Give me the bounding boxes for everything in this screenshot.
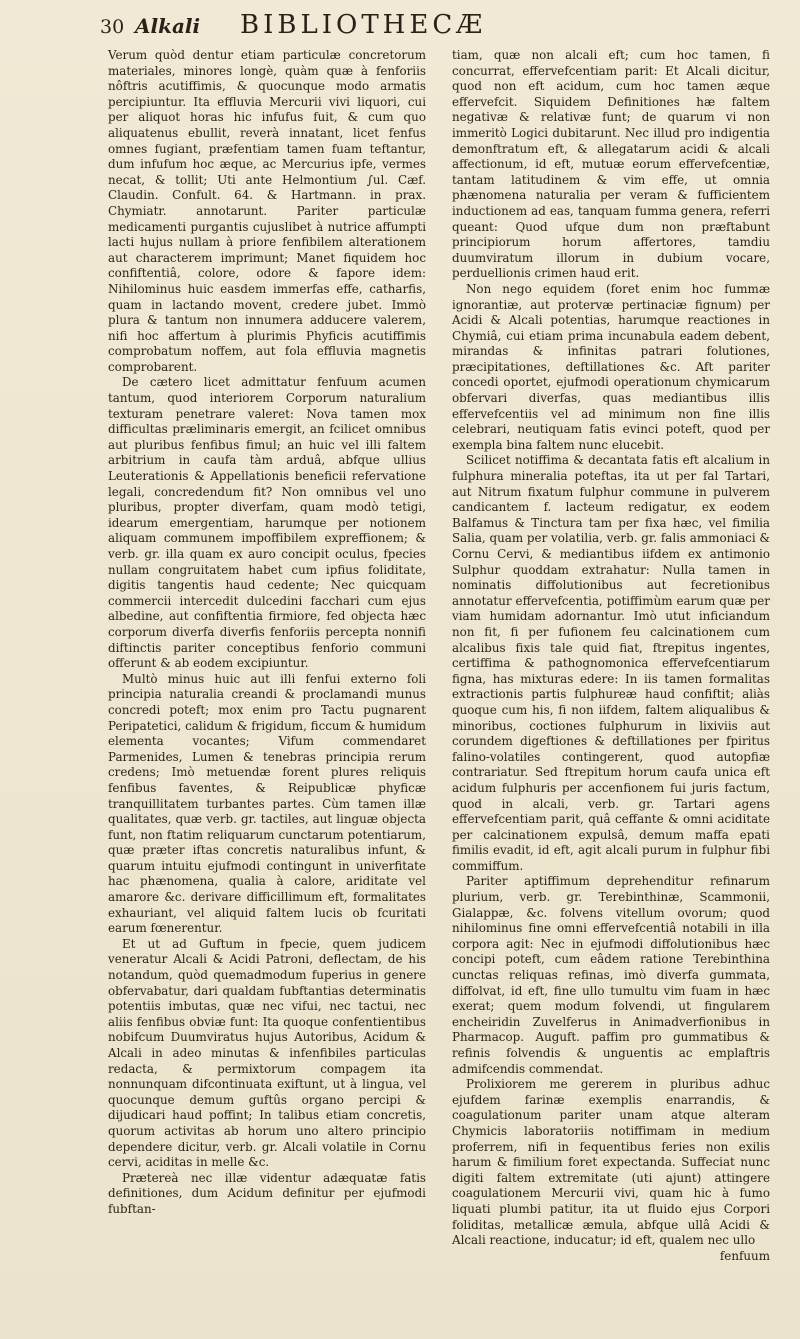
left-column: [108, 48, 426, 1218]
running-head-word: Alkali: [135, 14, 201, 38]
page-header: [100, 6, 768, 46]
paragraph: De cætero licet admittatur fenfuum acumen tantum, quod interiorem Corporum naturalium texturam penetrare valeret: Nova tamen mox difficultas præliminaris emergit, an fcilicet omnibus aut pluribus fenfibus fimul; an huic vel illi faltem arbitrium in caufa tàm arduâ, abfque ullius Leuterationis & Appellationis beneficii refervatione legali, concredendum fit? Non omnibus vel uno pluribus, propter diverfam, quam modò tetigi, idearum emergentiam, harumque per notionem aliquam communem impoffibilem expreffionem; & verb. gr. illa quam ex auro concipit oculus, fpecies nullam congruitatem habet cum ipfius foliditate, digitis tangentis haud cedente; Nec quicquam commercii intercedit dulcedini facchari cum ejus albedine, aut confiftentia firmiore, fed objecta hæc corporum diverfa diverfis fenforiis percepta nonnifi diftinctis pariter conceptibus fenforio communi offerunt & ab eodem excipiuntur.: [108, 375, 426, 671]
paragraph: Prolixiorem me gererem in pluribus adhuc ejufdem farinæ exemplis enarrandis, & coagulationum pariter unam atque alteram Chymicis laboratoriis notiffimam in medium proferrem, nifi in fequentibus feries non exilis harum & fimilium foret expectanda. Suffeciat nunc digiti faltem extremitate (uti ajunt) attingere coagulationem Mercurii vivi, quam hic à fumo liquati plumbi patitur, ita ut fluido ejus Corpori foliditas, metallicæ æmula, abfque ullâ Acidi & Alcali reactione, inducatur; id eft, qualem nec ullo: [452, 1077, 770, 1248]
right-column: [452, 48, 770, 1264]
paragraph: Non nego equidem (foret enim hoc fummæ ignorantiæ, aut protervæ pertinaciæ fignum) per Acidi & Alcali potentias, harumque reactiones in Chymiâ, cui etiam prima incunabula eadem debent, mirandas & infinitas patrari folutiones, præcipitationes, deftillationes &c. Aft pariter concedi oportet, ejufmodi operationum chymicarum obfervari diverfas, quas mediantibus illis effervefcentiis vel ad minimum non fine illis celebrari, neutiquam fatis evinci poteft, quod per exempla bina faltem nunc elucebit.: [452, 281, 770, 452]
paragraph: Et ut ad Guftum in fpecie, quem judicem veneratur Alcali & Acidi Patroni, deflectam, de his notandum, quòd quemadmodum fuperius in genere obfervabatur, dari qualdam fubftantias determinatis potentiis imbutas, quæ nec vifui, nec tactui, nec aliis fenfibus obviæ funt: Ita quoque confentientibus nobifcum Duumviratus hujus Autoribus, Acidum & Alcali in adeo minutas & infenfibiles particulas redacta, & permixtorum compagem ita nonnunquam difcontinuata exiftunt, ut à lingua, vel quocunque demum guftûs organo percipi & dijudicari haud poffint; In talibus etiam concretis, quorum activitas ab horum uno altero principio dependere dicitur, verb. gr. Alcali volatile in Cornu cervi, aciditas in melle &c.: [108, 936, 426, 1170]
paragraph: Multò minus huic aut illi fenfui externo foli principia naturalia creandi & proclamandi munus concredi poteft; mox enim pro Tactu pugnarent Peripatetici, calidum & frigidum, ficcum & humidum elementa vocantes; Vifum commendaret Parmenides, Lumen & tenebras principia rerum credens; Imò metuendæ forent plures reliquis fenfibus faventes, & Reipublicæ phyficæ tranquillitatem turbantes partes. Cùm tamen illæ qualitates, quæ verb. gr. tactiles, aut linguæ objecta funt, non ftatim reliquarum cunctarum potentiarum, quæ præter iftas concretis naturalibus infunt, & quarum intuitu ejufmodi contingunt in univerfitate hac phænomena, qualia à calore, ariditate vel amarore &c. derivare difficillimum eft, formalitates exhauriant, vel aliquid faltem lucis ob fcuritati earum fœnerentur.: [108, 671, 426, 936]
page-title: BIBLIOTHECÆ: [240, 10, 487, 40]
page-number: 30: [100, 16, 125, 38]
paragraph: Prætereà nec illæ videntur adæquatæ fatis definitiones, dum Acidum definitur per ejufmodi fubftan-: [108, 1170, 426, 1216]
paragraph: Scilicet notiffima & decantata fatis eft alcalium in fulphura mineralia poteftas, ita ut per fal Tartari, aut Nitrum fixatum fulphur commune in pulverem candicantem f. lacteum redigatur, ex eodem Balfamus & Tinctura tam per fixa hæc, vel fimilia Salia, quam per volatilia, verb. gr. falis ammoniaci & Cornu Cervi, & mediantibus iifdem ex antimonio Sulphur quoddam extrahatur: Nulla tamen in nominatis diffolutionibus aut fecretionibus annotatur effervefcentia, potiffimùm earum quæ per viam humidam adornantur. Imò utut inficiandum non fit, fi per fufionem feu calcinationem cum alcalibus fixis tale quid fiat, ftrepitus ingentes, certiffima & pathognomonica effervefcentiarum figna, has mixturas edere: In iis tamen formalitas extractionis partis fulphureæ haud confiftit; aliàs quoque cum his, fi non iifdem, faltem aliqualibus & minoribus, coctiones fulphurum in lixiviis aut corundem digeftiones & deftillationes per fpiritus falino-volatiles contingerent, quod autopfiæ contrariatur. Sed ftrepitum horum caufa unica eft acidum fulphuris per accenfionem fui juris factum, quod in alcali, verb. gr. Tartari agens effervefcentiam parit, quâ ceffante & omni aciditate per calcinationem expulsâ, demum maffa epati fimilis evadit, id eft, agit alcali purum in fulphur fibi commiffum.: [452, 453, 770, 873]
catchword: fenfuum: [719, 1248, 770, 1263]
paragraph: Pariter aptiffimum deprehenditur refinarum plurium, verb. gr. Terebinthinæ, Scammonii, Gialappæ, &c. folvens vitellum ovorum; quod nihilominus fine omni effervefcentiâ notabili in illa corpora agit: Nec in ejufmodi diffolutionibus hæc concipi poteft, cum eâdem ratione Terebinthina cunctas reliquas refinas, imò diverfa gummata, diffolvat, id eft, fine ullo tumultu vim fuam in hæc exerat; quem modum folvendi, ut fingularem encheiridin Zuvelferus in Animadverfionibus in Pharmacop. Auguft. paffim pro gummatibus & refinis folvendis & unguentis ac emplaftris admifcendis commendat.: [452, 874, 770, 1076]
paragraph: tiam, quæ non alcali eft; cum hoc tamen, fi concurrat, effervefcentiam parit: Et Alcali dicitur, quod non eft acidum, cum hoc tamen æque effervefcit. Siquidem Definitiones hæ faltem negativæ & relativæ funt; de quarum vi non immeritò Logici dubitarunt. Nec illud pro indigentia demonftratum eft, & allegatarum acidi & alcali affectionum, id eft, mutuæ eorum effervefcentiæ, tantam latitudinem & vim effe, ut omnia phænomena naturalia per veram & fufficientem inductionem ad eas, tanquam fumma genera, referri queant: Quod ufque dum non præftabunt principiorum horum affertores, tamdiu duumviratum illorum in dubium vocare, perduellionis crimen haud erit.: [452, 48, 770, 281]
paragraph: Verum quòd dentur etiam particulæ concretorum materiales, minores longè, quàm quæ à fenforiis nôftris acutiffimis, & quocunque modo armatis percipiuntur. Ita effluvia Mercurii vivi liquori, cui per aliquot horas hic infufus fuit, & cum quo aliquatenus ebullit, reverà innatant, licet fenfus omnes fugiant, præfentiam tamen fuam teftantur, dum infufum hoc æque, ac Mercurius ipfe, vermes necat, & tollit; Uti ante Helmontium ∫ul. Cæf. Claudin. Confult. 64. & Hartmann. in prax. Chymiatr. annotarunt. Pariter particulæ medicamenti purgantis cujuslibet à nutrice affumpti lacti hujus nullam à priore fenfibilem alterationem aut characterem imprimunt; Manet fiquidem hoc confiftentiâ, colore, odore & fapore idem: Nihilominus huic easdem immerfas effe, catharfis, quam in lactando movent, credere jubet. Immò plura & tantum non innumera adducere valerem, nifi hoc affertum à plurimis Phyficis acutiffimis comprobatum noffem, aut fola effluvia magnetis comprobarent.: [108, 48, 426, 374]
